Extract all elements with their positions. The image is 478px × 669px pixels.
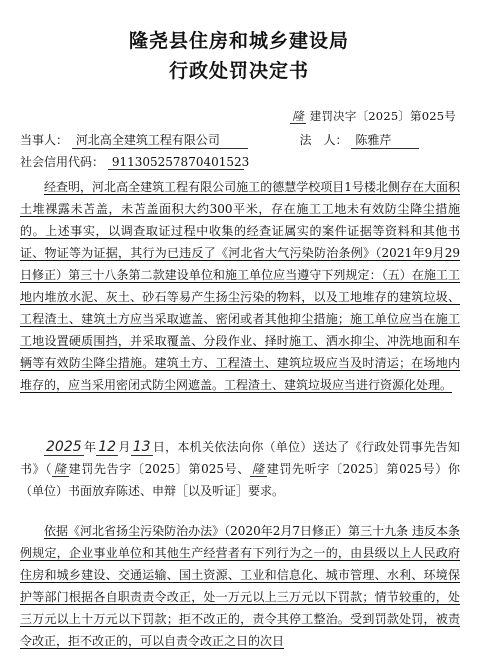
facts-paragraph [20, 176, 460, 396]
document-number-prefix: 隆 [292, 109, 304, 123]
party-value: 河北高全建筑工程有限公司 [72, 131, 248, 149]
party-row [20, 131, 419, 149]
credit-code-row [20, 153, 250, 170]
basis-text: 依据《河北省扬尘污染防治办法》（2020年2月7日修正）第三十九条 违反本条例规定，企业事业单位和其他生产经营者有下列行为之一的，由县级以上人民政府住房和城乡建设、交通运输、国土资源、工业和信息化、城市管理、水利、环境保护等部门根据各自职责责令改正，处一万元以上三万元以下罚款；情节较重的，处三万元以上十万元以下罚款；拒不改正的，责令其停工整治。受到罚款处罚，被责令改正，拒不改正的，可以自责令改正之日的次日 [20, 524, 460, 648]
document-title-agency: 隆尧县住房和城乡建设局 [128, 30, 349, 52]
ref1-prefix: 隆 [53, 462, 67, 476]
date-month-suffix: 月 [118, 440, 131, 454]
document-title-type: 行政处罚决定书 [168, 60, 309, 82]
date-day: 13 [132, 439, 151, 455]
notice-text-a: 本机关依法向你（单位）送达了《行政处罚事先告知书》（ [20, 440, 460, 476]
ref1-rest: 建罚先告字〔2025〕第025号、 [68, 462, 250, 476]
date-year: 2025 [46, 439, 82, 455]
legal-rep-label: 法 人： [299, 133, 348, 147]
document-number [290, 108, 456, 124]
notice-paragraph [20, 436, 460, 502]
ref2-rest: 建罚先听字〔2025〕第025号 [266, 462, 436, 476]
date-month: 12 [98, 439, 117, 455]
notice-text-b: ）你（单位）书面放弃陈述、申辩［以及听证］要求。 [20, 462, 460, 498]
ref2-prefix: 隆 [251, 462, 265, 476]
date-year-suffix: 年 [83, 440, 97, 454]
credit-code-value: 911305257870401523 [108, 155, 244, 170]
legal-rep-value: 陈雅芹 [351, 131, 419, 149]
facts-text: 经查明，河北高全建筑工程有限公司施工的德慧学校项目1号楼北侧存在大面积土堆裸露未苫盖，未苫盖面积大约300平米，存在施工工地未有效防尘降尘措施的。上述事实，以调查取证过程中收集的经查证属实的案件证据等资料和其他书证、物证等为证据，其行为已违反了《河北省大气污染防治条例》（2021年9月29日修正）第三十八条第二款建设单位和施工单位应当遵守下列规定：（五）在施工工地内堆放水泥、灰土、砂石等易产生扬尘污染的物料，以及工地堆存的建筑垃圾、工程渣土、建筑土方应当采取遮盖、密闭或者其他抑尘措施；施工单位应当在施工工地设置硬质围挡，并采取覆盖、分段作业、择时施工、洒水抑尘、冲洗地面和车辆等有效防尘降尘措施。建筑土方、工程渣土、建筑垃圾应当及时清运；在场地内堆存的，应当采用密闭式防尘网遮盖。工程渣土、建筑垃圾应当进行资源化处理。 [20, 180, 460, 392]
date-day-suffix: 日， [152, 440, 178, 454]
basis-paragraph [20, 520, 460, 652]
credit-code-label: 社会信用代码： [20, 155, 105, 169]
party-label: 当事人： [20, 133, 69, 147]
document-number-rest: 建罚决字〔2025〕第025号 [309, 109, 456, 123]
